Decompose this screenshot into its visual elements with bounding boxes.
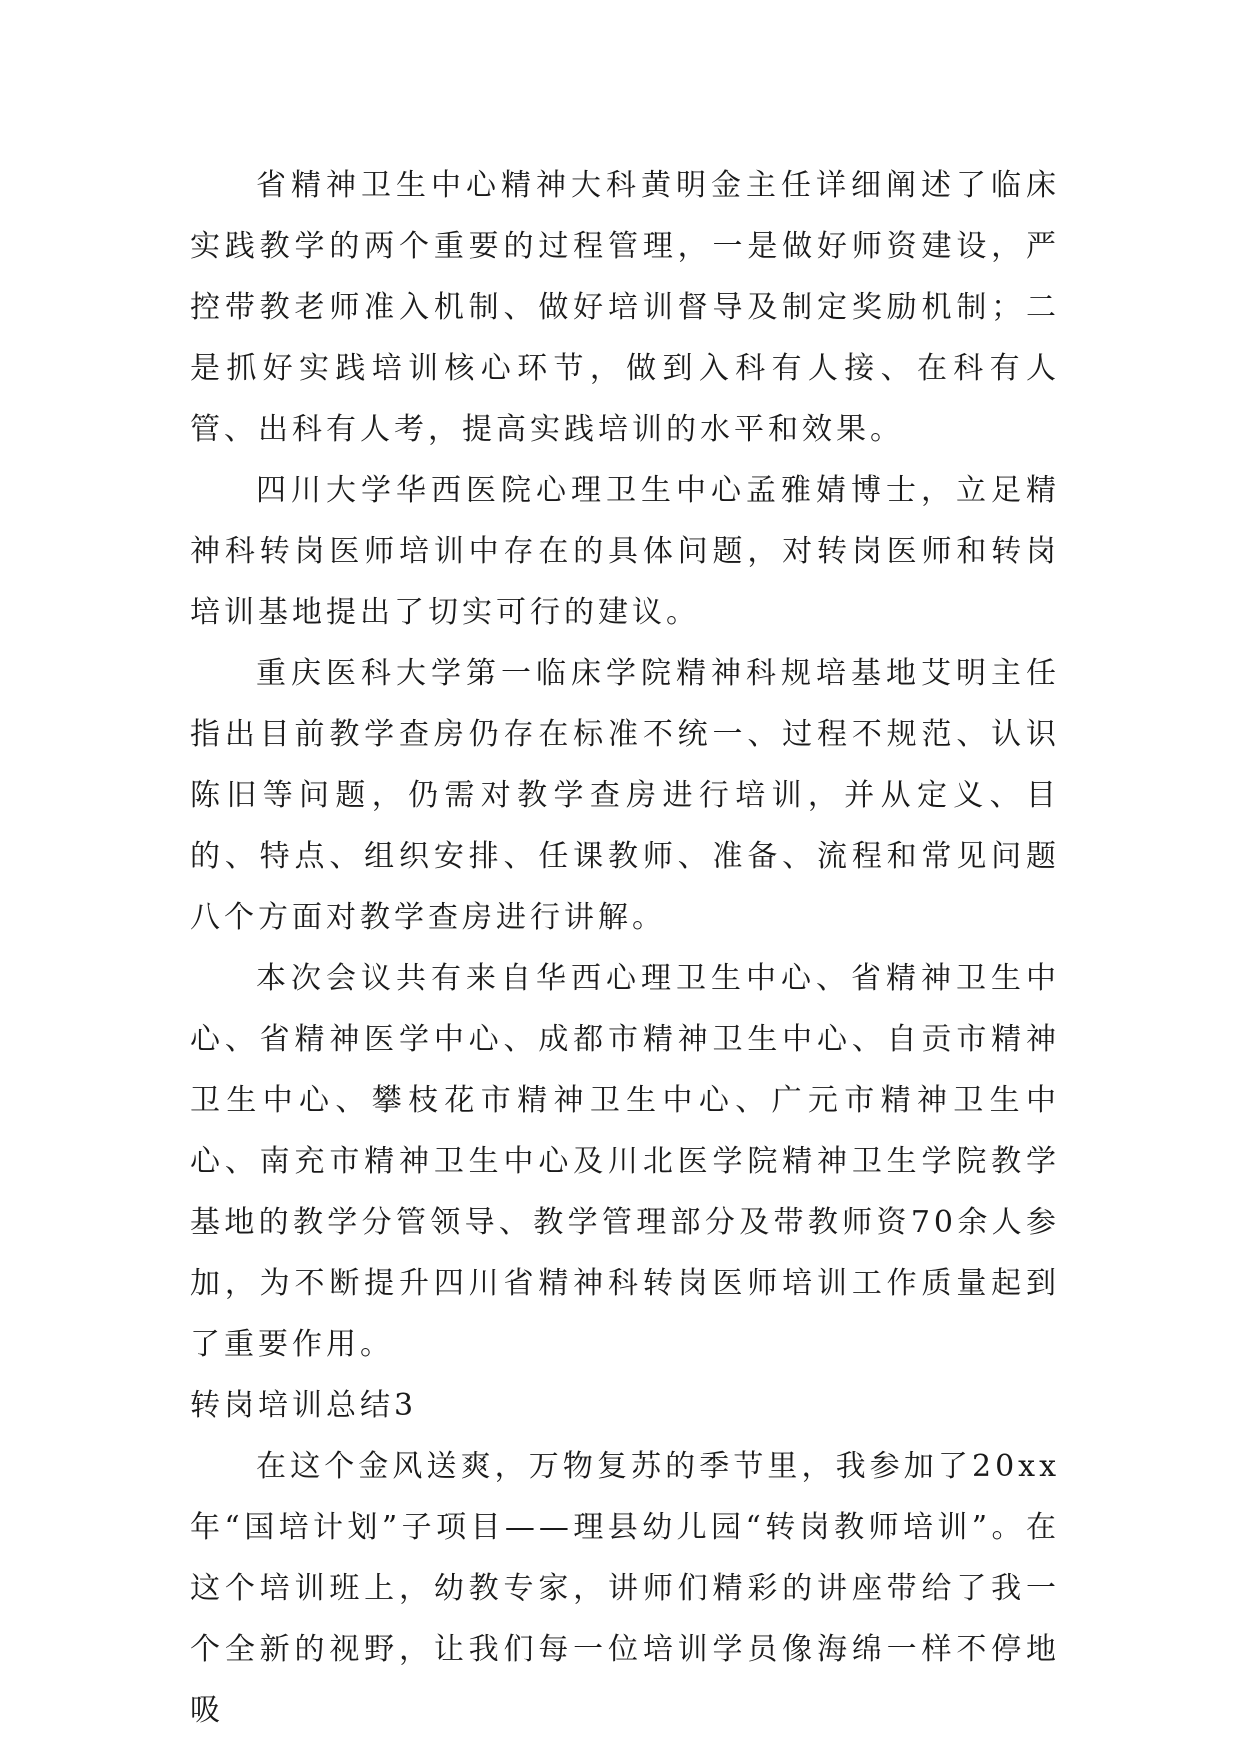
paragraph-teacher-training: 在这个金风送爽，万物复苏的季节里，我参加了20xx年“国培计划”子项目——理县幼儿园“转岗教师培训”。在这个培训班上，幼教专家，讲师们精彩的讲座带给了我一个全新的视野，让我们每一位培训学员像海绵一样不停地吸 [190,1449,1060,1728]
paragraph-teaching-rounds: 重庆医科大学第一临床学院精神科规培基地艾明主任指出目前教学查房仍存在标准不统一、过程不规范、认识陈旧等问题，仍需对教学查房进行培训，并从定义、目的、特点、组织安排、任课教师、准备、流程和常见问题八个方面对教学查房进行讲解。 [190,656,1060,935]
paragraph-huaxi-suggestions: 四川大学华西医院心理卫生中心孟雅婧博士，立足精神科转岗医师培训中存在的具体问题，对转岗医师和转岗培训基地提出了切实可行的建议。 [190,473,1060,630]
paragraph-meeting-attendance: 本次会议共有来自华西心理卫生中心、省精神卫生中心、省精神医学中心、成都市精神卫生中心、自贡市精神卫生中心、攀枝花市精神卫生中心、广元市精神卫生中心、南充市精神卫生中心及川北医学院精神卫生学院教学基地的教学分管领导、教学管理部分及带教师资70余人参加，为不断提升四川省精神科转岗医师培训工作质量起到了重要作用。 [190,961,1060,1362]
section-heading: 转岗培训总结3 [190,1388,418,1423]
paragraph-clinical-teaching: 省精神卫生中心精神大科黄明金主任详细阐述了临床实践教学的两个重要的过程管理，一是做好师资建设，严控带教老师准入机制、做好培训督导及制定奖励机制；二是抓好实践培训核心环节，做到入科有人接、在科有人管、出科有人考，提高实践培训的水平和效果。 [190,168,1060,447]
document-body [190,155,1060,1741]
